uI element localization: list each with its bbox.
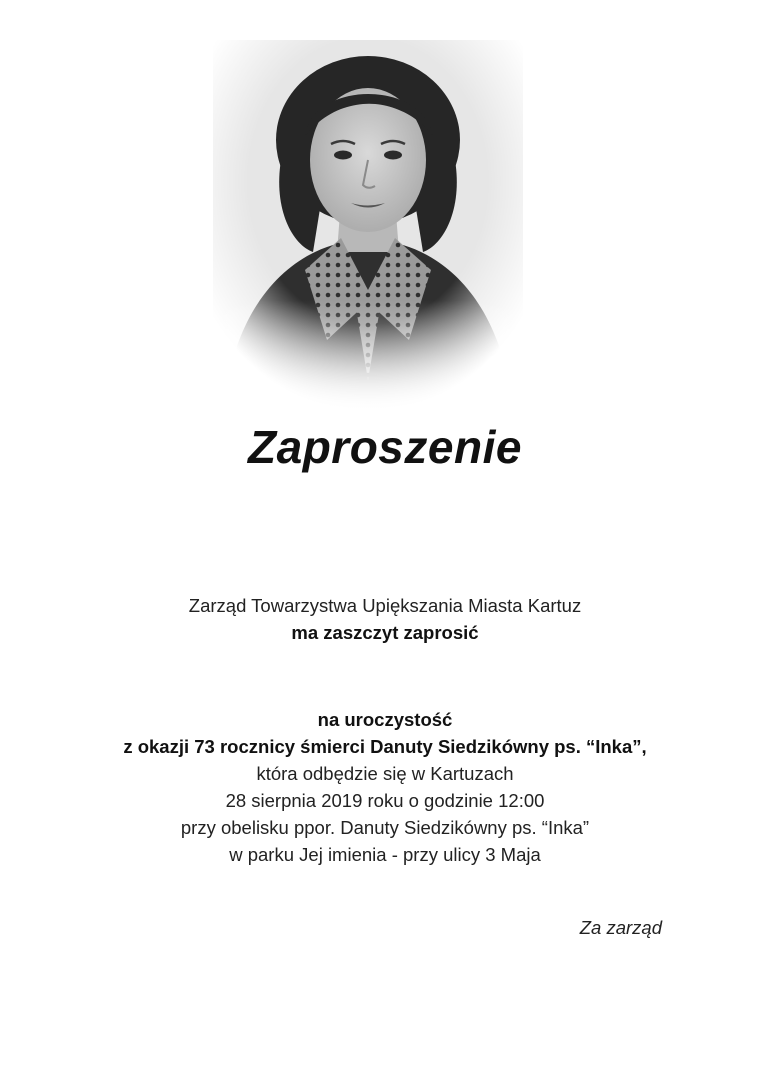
event-park-address: w parku Jej imienia - przy ulicy 3 Maja xyxy=(229,844,541,865)
organization-block xyxy=(0,592,770,646)
portrait-photo xyxy=(213,40,523,412)
event-occasion: z okazji 73 rocznicy śmierci Danuty Siedzikówny ps. “Inka”, xyxy=(123,736,647,757)
event-details xyxy=(0,706,770,868)
page-title: Zaproszenie xyxy=(248,421,522,473)
organization-invite: ma zaszczyt zaprosić xyxy=(291,622,479,643)
organization-name: Zarząd Towarzystwa Upiększania Miasta Kartuz xyxy=(188,595,582,616)
event-date-time: 28 sierpnia 2019 roku o godzinie 12:00 xyxy=(225,790,545,811)
event-location-city: która odbędzie się w Kartuzach xyxy=(256,763,514,784)
signature: Za zarząd xyxy=(579,917,662,938)
event-place: przy obelisku ppor. Danuty Siedzikówny ps. “Inka” xyxy=(180,817,590,838)
portrait-photo-icon xyxy=(213,40,523,412)
event-intro: na uroczystość xyxy=(317,709,453,730)
